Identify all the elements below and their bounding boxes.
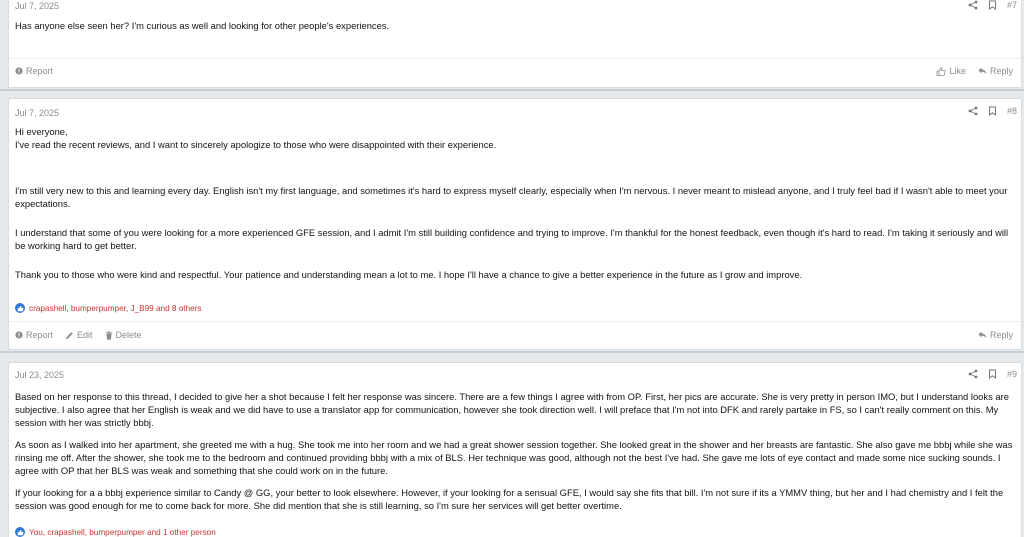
report-label: Report [26,66,54,76]
post-footer [15,330,1013,346]
bookmark-icon[interactable] [988,106,997,116]
bookmark-icon[interactable] [988,369,997,379]
reactions-bar[interactable] [15,303,202,313]
reactions-bar[interactable] [15,527,216,537]
reply-label: Reply [989,66,1013,76]
reply-icon [978,331,987,339]
bookmark-icon[interactable] [988,0,997,10]
share-icon[interactable] [968,369,978,379]
report-button[interactable] [15,330,53,340]
post-number[interactable]: #9 [1006,369,1017,379]
reactions-list[interactable]: crapashell, bumperpumper, J_B99 and 8 others [29,303,202,313]
delete-label: Delete [115,330,142,340]
post-paragraph: As soon as I walked into her apartment, she greeted me with a hug. She took me into her room and we had a great shower session together. She looked great in the shower and her breasts are fantastic. She also gave me bbbj while she was rinsing me off. After the shower, she took me to the bedroom and continued providing bbbj with a mix of BLS. Her technique was good, although not the best I've had. She gave me lots of eye contact and made some nice sucking sounds. I agree with OP that her BLS was weak and something that she could work on in the future. [15,439,1013,476]
like-label: Like [949,66,966,76]
edit-label: Edit [77,330,93,340]
post-date[interactable]: Jul 23, 2025 [15,370,65,380]
post-paragraph: I understand that some of you were looking for a more experienced GFE session, and I admit I'm still building confidence and trying to improve. I'm thankful for the honest feedback, even though it's hard to read. I'm taking it seriously and will be working hard to get better. [15,227,1009,251]
post-9 [8,362,1022,537]
edit-icon [65,331,74,340]
post-number[interactable]: #8 [1006,106,1017,116]
reactions-list[interactable]: You, crapashell, bumperpumper and 1 other person [29,527,216,537]
share-icon[interactable] [968,0,978,10]
delete-button[interactable] [105,330,142,340]
post-body [15,125,1013,281]
reply-label: Reply [989,330,1013,340]
like-icon [936,67,946,76]
post-paragraph: Based on her response to this thread, I decided to give her a shot because I felt her response was sincere. There are a few things I agree with from OP. First, her pics are accurate. She is very pretty in person IMO, but I understand looks are subjective. I also agree that her English is weak and we did have to use a translator app for communication, however she took direction well. I will preface that I'm not into DFK and rarely partake in FS, so I can't really comment on this. My session with her was strictly bbbj. [15,391,1009,428]
post-8 [8,98,1022,350]
post-paragraph: If your looking for a a bbbj experience similar to Candy @ GG, your better to look elsewhere. However, if your looking for a sensual GFE, I would say she fits that bill. I'm not sure if its a YMMV thing, but her and I had chemistry and I felt the session was good enough for me to come back for more. She did mention that she is still learning, so I'm sure her services will get better overtime. [15,487,1004,511]
report-icon [15,67,23,75]
post-paragraph: Has anyone else seen her? I'm curious as well and looking for other people's experiences. [15,20,390,31]
delete-icon [105,331,113,340]
post-date[interactable]: Jul 7, 2025 [15,1,60,11]
post-number[interactable]: #7 [1006,0,1017,10]
footer-divider [9,58,1021,59]
report-button[interactable] [15,66,53,76]
post-body [15,390,1013,512]
reply-icon [978,67,987,75]
footer-divider [9,321,1021,322]
report-label: Report [26,330,54,340]
post-separator [0,89,1024,91]
share-icon[interactable] [968,106,978,116]
post-separator [0,351,1024,353]
edit-button[interactable] [65,330,93,340]
thumbs-up-reaction-icon [15,303,25,313]
reply-button[interactable] [978,66,1013,76]
post-footer [15,66,1013,82]
post-paragraph: Hi everyone, [15,126,68,137]
post-body [15,19,1013,32]
post-paragraph: I've read the recent reviews, and I want to sincerely apologize to those who were disappointed with their experience. [15,139,497,150]
like-button[interactable] [936,66,966,76]
report-icon [15,331,23,339]
post-7 [8,0,1022,88]
post-paragraph: I'm still very new to this and learning every day. English isn't my first language, and sometimes it's hard to express myself clearly, especially when I'm nervous. I never meant to mislead anyone, and I truly feel bad if I wasn't able to meet your expectations. [15,185,1008,209]
post-date[interactable]: Jul 7, 2025 [15,108,60,118]
thumbs-up-reaction-icon [15,527,25,537]
reply-button[interactable] [978,330,1013,340]
post-paragraph: Thank you to those who were kind and respectful. Your patience and understanding mean a lot to me. I hope I'll have a chance to give a better experience in the future as I grow and improve. [15,269,803,280]
